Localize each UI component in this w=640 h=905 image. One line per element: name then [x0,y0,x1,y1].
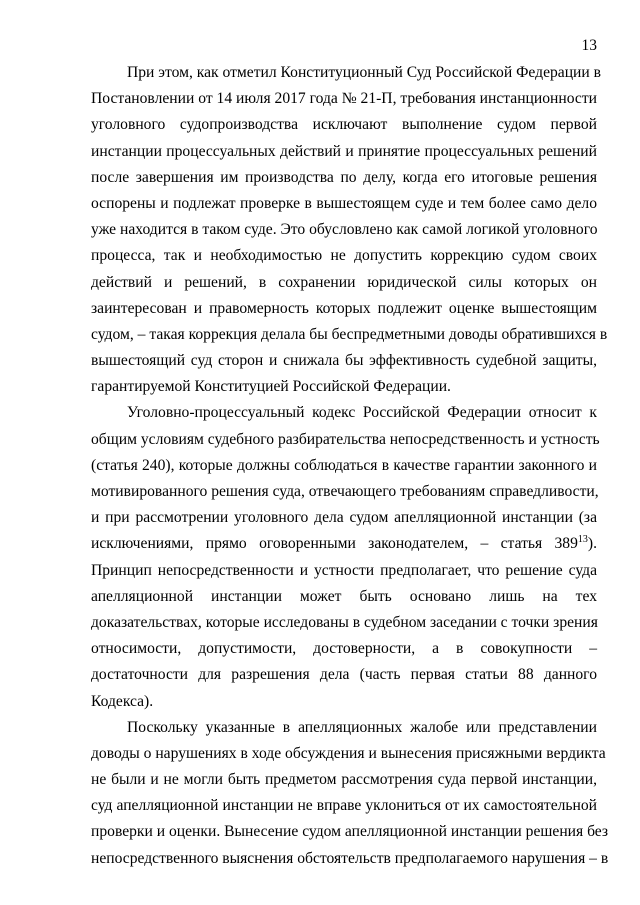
text-line: заинтересован и правомерность которых подлежит оценке вышестоящим [91,299,597,317]
text-segment: ). [587,535,597,553]
text-line: вышестоящий суд сторон и снижала бы эффективность судебной защиты, [91,352,597,370]
page-number: 13 [581,37,597,54]
text-line: доводы о нарушениях в ходе обсуждения и вынесения присяжными вердикта [91,744,606,762]
text-line: гарантируемой Конституцией Российской Федерации. [91,378,451,396]
text-line: мотивированного решения суда, отвечающего требованиям справедливости, [91,483,599,500]
text-line: непосредственного выяснения обстоятельств предполагаемого нарушения – в [91,849,609,867]
text-line: (статья 240), которые должны соблюдаться в качестве гарантии законного и [91,456,597,474]
text-line: достаточности для разрешения дела (часть первая статьи 88 данного [91,666,597,684]
text-line: относимости, допустимости, достоверности, а в совокупности – [91,640,597,658]
paragraph [91,715,609,872]
text-line: апелляционной инстанции может быть основано лишь на тех [91,587,597,605]
paragraph [91,400,600,714]
text-segment: исключениями, прямо оговоренными законодателем, – статья 389 [91,535,578,553]
text-line: проверки и оценки. Вынесение судом апелляционной инстанции решения без [91,823,609,841]
text-line: действий и решений, в сохранении юридической силы которых он [91,273,597,291]
text-line: общим условиям судебного разбирательства непосредственность и устность [91,430,600,448]
text-line: доказательствах, которые исследованы в судебном заседании с точки зрения [91,613,598,631]
text-line: после завершения им производства по делу, когда его итоговые решения [91,168,597,186]
text-line: Постановлении от 14 июля 2017 года № 21-П, требования инстанционности [91,90,597,108]
body-text [91,60,609,872]
text-line: уголовного судопроизводства исключают выполнение судом первой [91,116,597,134]
text-line: судом, – такая коррекция делала бы беспредметными доводы обратившихся в [91,325,608,343]
text-line: уже находится в таком суде. Это обусловлено как самой логикой уголовного [91,221,598,239]
text-line-with-footnote [91,531,597,557]
text-line: не были и не могли быть предметом рассмотрения суда первой инстанции, [91,771,597,789]
text-line: суд апелляционной инстанции не вправе уклониться от их самостоятельной [91,797,597,815]
text-line: При этом, как отметил Конституционный Суд Российской Федерации в [127,64,602,81]
text-line: Уголовно-процессуальный кодекс Российской Федерации относит к [127,404,597,422]
text-line: Принцип непосредственности и устности предполагает, что решение суда [91,561,597,579]
text-line: инстанции процессуальных действий и принятие процессуальных решений [91,142,597,160]
text-line: процесса, так и необходимостью не допустить коррекцию судом своих [91,247,597,265]
paragraph [91,60,608,400]
text-line: Кодекса). [91,692,154,710]
text-line: и при рассмотрении уголовного дела судом апелляционной инстанции (за [91,509,597,527]
text-line: оспорены и подлежат проверке в вышестоящем суде и тем более само дело [91,194,597,212]
footnote-superscript: 13 [577,534,588,546]
text-line: Поскольку указанные в апелляционных жалобе или представлении [127,718,597,736]
